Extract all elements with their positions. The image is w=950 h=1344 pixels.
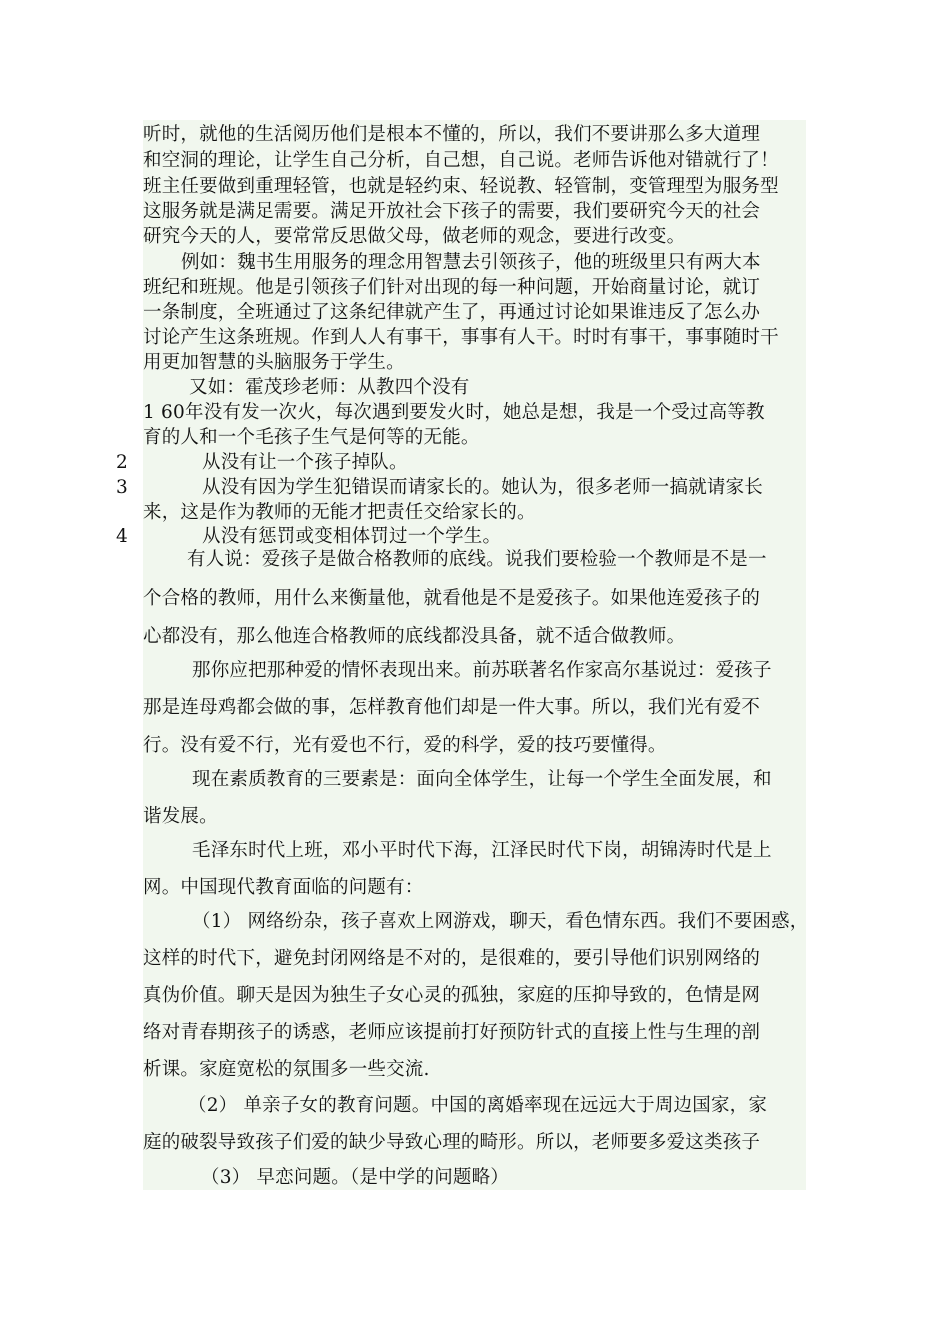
text-line: （2） 单亲子女的教育问题。中国的离婚率现在远远大于周边国家，家 <box>188 1095 768 1116</box>
text-line: 毛泽东时代上班，邓小平时代下海，江泽民时代下岗，胡锦涛时代是上 <box>192 840 772 861</box>
text-line: 育的人和一个毛孩子生气是何等的无能。 <box>143 427 480 448</box>
text-line: 听时，就他的生活阅历他们是根本不懂的，所以，我们不要讲那么多大道理 <box>143 124 761 145</box>
text-line: 络对青春期孩子的诱惑，老师应该提前打好预防针式的直接上性与生理的剖 <box>143 1022 761 1043</box>
text-line: 从没有惩罚或变相体罚过一个学生。 <box>202 526 502 547</box>
text-line: 用更加智慧的头脑服务于学生。 <box>143 352 405 373</box>
text-line: 个合格的教师，用什么来衡量他，就看他是不是爱孩子。如果他连爱孩子的 <box>143 588 761 609</box>
text-line: 来，这是作为教师的无能才把责任交给家长的。 <box>143 502 536 523</box>
text-line: 又如：霍茂珍老师：从教四个没有 <box>189 377 470 398</box>
text-line: 从没有因为学生犯错误而请家长的。她认为，很多老师一搞就请家长 <box>202 477 764 498</box>
text-line: （3） 早恋问题。（是中学的问题略） <box>201 1167 510 1188</box>
text-line: 心都没有，那么他连合格教师的底线都没具备，就不适合做教师。 <box>143 626 686 647</box>
text-line: 讨论产生这条班规。作到人人有事干，事事有人干。时时有事干，事事随时干 <box>143 327 779 348</box>
text-line: 从没有让一个孩子掉队。 <box>202 452 408 473</box>
text-line: 真伪价值。聊天是因为独生子女心灵的孤独，家庭的压抑导致的，色情是网 <box>143 985 761 1006</box>
list-number: 3 <box>116 477 128 498</box>
text-line: 例如：魏书生用服务的理念用智慧去引领孩子，他的班级里只有两大本 <box>181 252 761 273</box>
text-line: 析课。家庭宽松的氛围多一些交流. <box>143 1059 430 1080</box>
text-line: 行。没有爱不行，光有爱也不行，爱的科学，爱的技巧要懂得。 <box>143 735 667 756</box>
text-line: （1） 网络纷杂，孩子喜欢上网游戏，聊天，看色情东西。我们不要困惑， <box>192 911 809 932</box>
text-line: 网。中国现代教育面临的问题有： <box>143 877 424 898</box>
text-line: 班纪和班规。他是引领孩子们针对出现的每一种问题，开始商量讨论，就订 <box>143 277 761 298</box>
text-line: 和空洞的理论，让学生自己分析，自己想，自己说。老师告诉他对错就行了！ <box>143 150 779 171</box>
text-line: 现在素质教育的三要素是：面向全体学生，让每一个学生全面发展，和 <box>192 769 772 790</box>
text-line: 谐发展。 <box>143 806 218 827</box>
text-line: 那是连母鸡都会做的事，怎样教育他们却是一件大事。所以，我们光有爱不 <box>143 697 761 718</box>
text-line: 这样的时代下，避免封闭网络是不对的，是很难的，要引导他们识别网络的 <box>143 948 761 969</box>
list-number: 2 <box>116 452 128 473</box>
text-line: 有人说：爱孩子是做合格教师的底线。说我们要检验一个教师是不是一 <box>187 549 767 570</box>
text-line: 研究今天的人，要常常反思做父母，做老师的观念，要进行改变。 <box>143 226 686 247</box>
text-line: 那你应把那种爱的情怀表现出来。前苏联著名作家高尔基说过：爱孩子 <box>192 660 772 681</box>
text-line: 1 60年没有发一次火，每次遇到要发火时，她总是想，我是一个受过高等教 <box>143 402 765 423</box>
text-line: 庭的破裂导致孩子们爱的缺少导致心理的畸形。所以，老师要多爱这类孩子 <box>143 1132 761 1153</box>
text-line: 这服务就是满足需要。满足开放社会下孩子的需要，我们要研究今天的社会 <box>143 201 761 222</box>
list-number: 4 <box>116 526 128 547</box>
text-line: 班主任要做到重理轻管，也就是轻约束、轻说教、轻管制，变管理型为服务型 <box>143 176 779 197</box>
text-line: 一条制度，全班通过了这条纪律就产生了，再通过讨论如果谁违反了怎么办 <box>143 302 761 323</box>
